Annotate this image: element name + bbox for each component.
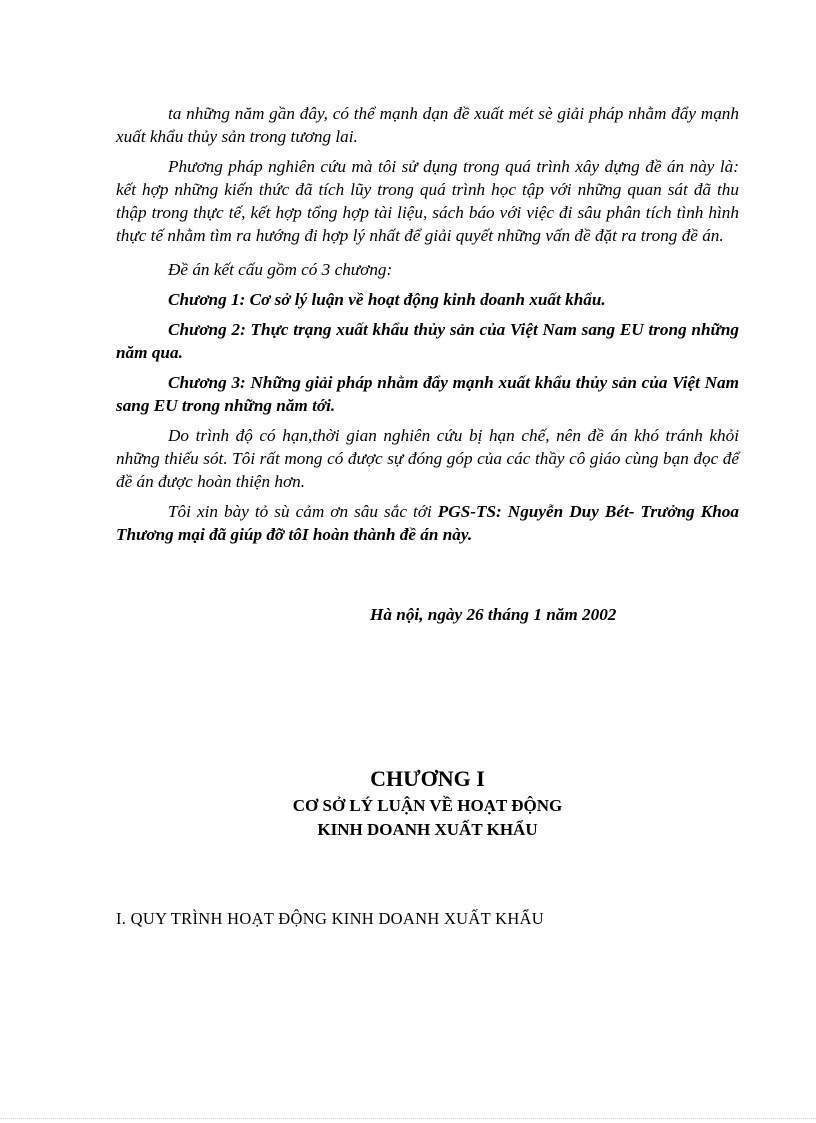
chapter-2-text: : Thực trạng xuất khẩu thủy sản của Việt Nam sang EU trong những năm qua. (116, 320, 740, 362)
chapter-2-line (116, 318, 739, 364)
limitation-paragraph: Do trình độ có hạn,thời gian nghiên cứu bị hạn chế, nên đề án khó tránh khỏi những thiếu sót. Tôi rất mong có được sự đóng góp của các thầy cô giáo cùng bạn đọc để đề án được hoàn thiện hơn. (116, 426, 739, 491)
chapter-subtitle-line-1: CƠ SỞ LÝ LUẬN VỀ HOẠT ĐỘNG (292, 796, 563, 815)
thanks-person: PGS-TS: Nguyễn Duy Bét- Trưởng Khoa Thương mại đã giúp đỡ tôI hoàn thành đề án này. (116, 502, 739, 544)
page-bottom-divider (0, 1118, 816, 1119)
thanks-lead: Tôi xin bày tỏ sù cảm ơn sâu sắc tới (168, 502, 438, 521)
chapter-1-text: : Cơ sở lý luận về hoạt động kinh doanh xuất khẩu. (239, 290, 606, 309)
chapter-heading (116, 764, 739, 842)
body-text (116, 102, 739, 557)
chapter-3-text: : Những giải pháp nhằm đẩy mạnh xuất khẩu thủy sản của Việt Nam sang EU trong những năm tới. (116, 373, 739, 415)
chapter-1-label: Chương 1 (168, 290, 240, 309)
chapter-1-line (116, 288, 739, 311)
chapter-title: CHƯƠNG I (370, 766, 485, 791)
thanks-paragraph (116, 500, 739, 546)
chapter-3-line (116, 371, 739, 417)
chapter-3-label: Chương 3 (168, 373, 241, 392)
structure-paragraph: Đề án kết cấu gồm có 3 chương: (168, 260, 393, 279)
section-heading: I. QUY TRÌNH HOẠT ĐỘNG KINH DOANH XUẤT KHẨU (116, 909, 544, 928)
method-paragraph: Phương pháp nghiên cứu mà tôi sử dụng trong quá trình xây dựng đề án này là: kết hợp những kiến thức đã tích lũy trong quá trình học tập với những quan sát đã thu thập trong thực tế, kết hợp tổng hợp tài liệu, sách báo với việc đi sâu phân tích tình hình thực tế nhằm tìm ra hướng đi hợp lý nhất để giải quyết những vấn đề đặt ra trong đề án. (116, 157, 739, 245)
intro-paragraph: ta những năm gần đây, có thể mạnh dạn đề xuất mét sè giải pháp nhằm đẩy mạnh xuất khẩu thủy sản trong tương lai. (116, 104, 739, 146)
chapter-subtitle-line-2: KINH DOANH XUẤT KHẨU (317, 820, 538, 839)
chapter-2-label: Chương 2 (168, 320, 241, 339)
date-line: Hà nội, ngày 26 tháng 1 năm 2002 (370, 605, 617, 624)
